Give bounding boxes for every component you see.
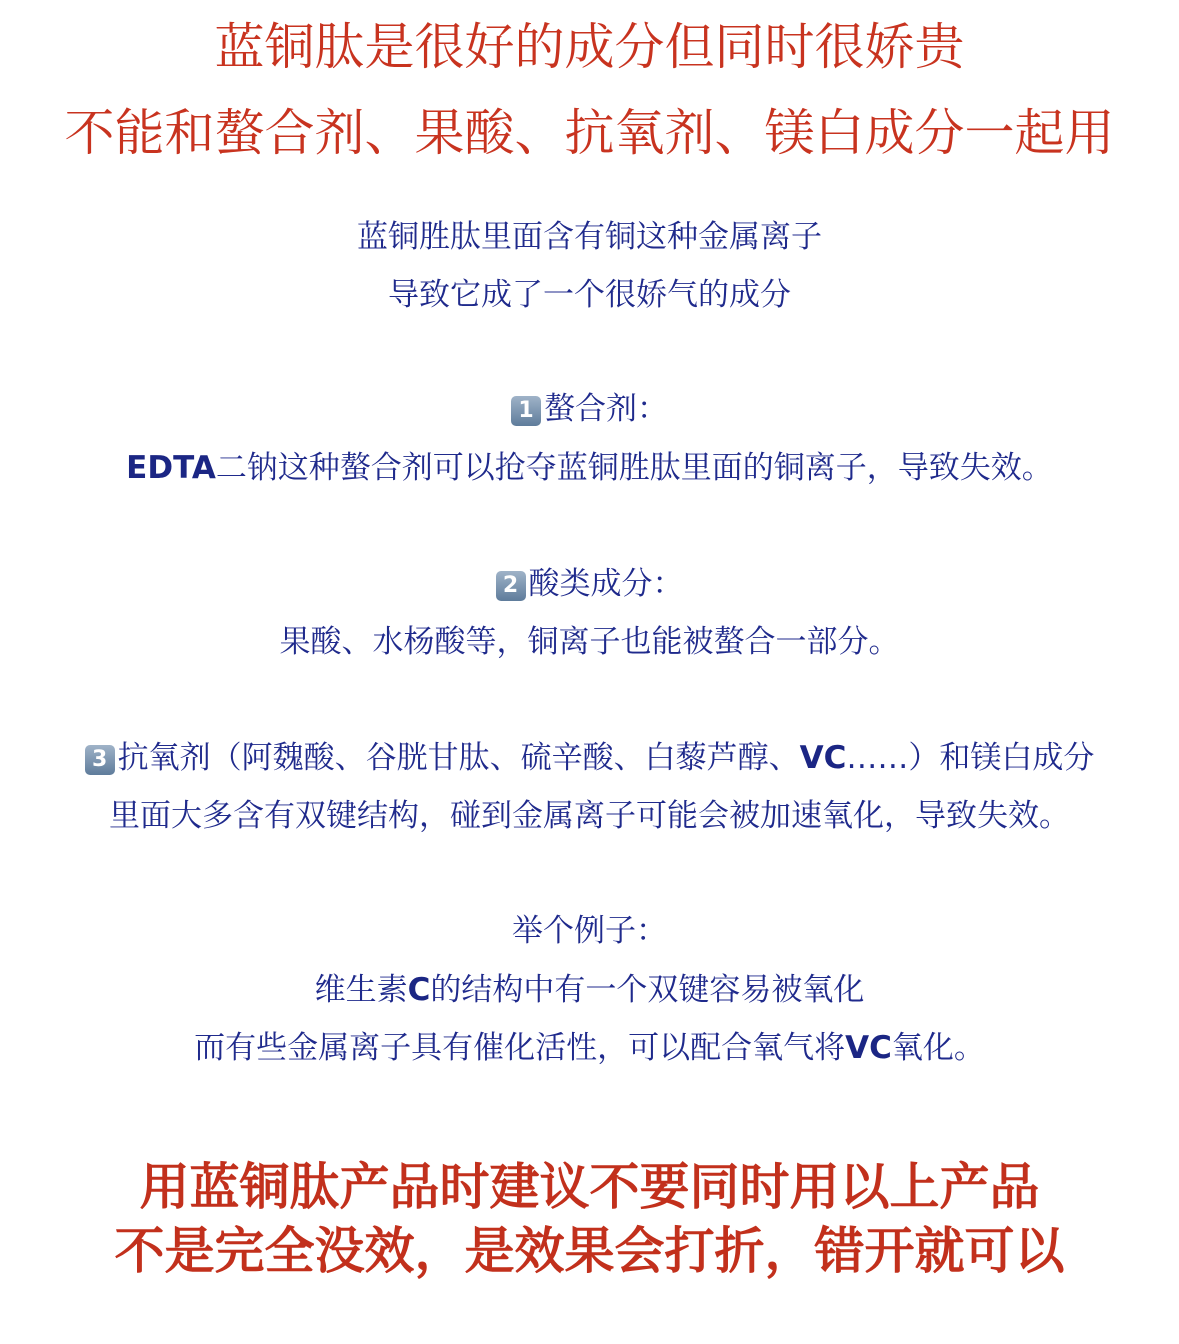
example-line-2-b: 氧化。	[891, 1030, 985, 1066]
example-line-2	[0, 1030, 1179, 1066]
edta-label: EDTA	[126, 450, 216, 486]
section-2-body: 果酸、水杨酸等，铜离子也能被螯合一部分。	[279, 624, 900, 660]
intro-line-1: 蓝铜胜肽里面含有铜这种金属离子	[357, 219, 822, 255]
example-line-2-a: 而有些金属离子具有催化活性，可以配合氧气将	[194, 1030, 846, 1066]
conclusion-line-1: 用蓝铜肽产品时建议不要同时用以上产品	[139, 1158, 1040, 1216]
keycap-1-icon: 1	[511, 396, 541, 426]
section-1-title: 螯合剂：	[544, 391, 668, 427]
keycap-2-icon: 2	[496, 571, 526, 601]
section-2-heading	[0, 566, 1179, 602]
section-3-line-1	[0, 740, 1179, 776]
vc-label: VC	[799, 740, 847, 776]
example-line-1	[0, 972, 1179, 1008]
page-title-line-1: 蓝铜肽是很好的成分但同时很娇贵	[214, 18, 965, 76]
vitamin-c-label: C	[407, 972, 431, 1008]
page-title-line-2: 不能和螯合剂、果酸、抗氧剂、镁白成分一起用	[64, 104, 1115, 162]
vc-label-2: VC	[845, 1030, 892, 1066]
example-line-1-a: 维生素	[314, 972, 408, 1008]
section-1-text: 二钠这种螯合剂可以抢夺蓝铜胜肽里面的铜离子，导致失效。	[215, 450, 1053, 486]
keycap-3-icon: 3	[85, 745, 115, 775]
conclusion-line-2: 不是完全没效，是效果会打折，错开就可以	[114, 1222, 1065, 1280]
section-1-heading	[0, 391, 1179, 427]
intro-line-2: 导致它成了一个很娇气的成分	[388, 277, 791, 313]
section-3-line-2: 里面大多含有双键结构，碰到金属离子可能会被加速氧化，导致失效。	[109, 798, 1070, 834]
section-3-text-b: ……）和镁白成分	[846, 740, 1095, 776]
section-1-body	[0, 450, 1179, 486]
example-heading: 举个例子：	[512, 913, 667, 949]
example-line-1-b: 的结构中有一个双键容易被氧化	[430, 972, 865, 1008]
section-2-title: 酸类成分：	[528, 566, 684, 602]
section-3-text-a: 抗氧剂（阿魏酸、谷胱甘肽、硫辛酸、白藜芦醇、	[117, 740, 800, 776]
